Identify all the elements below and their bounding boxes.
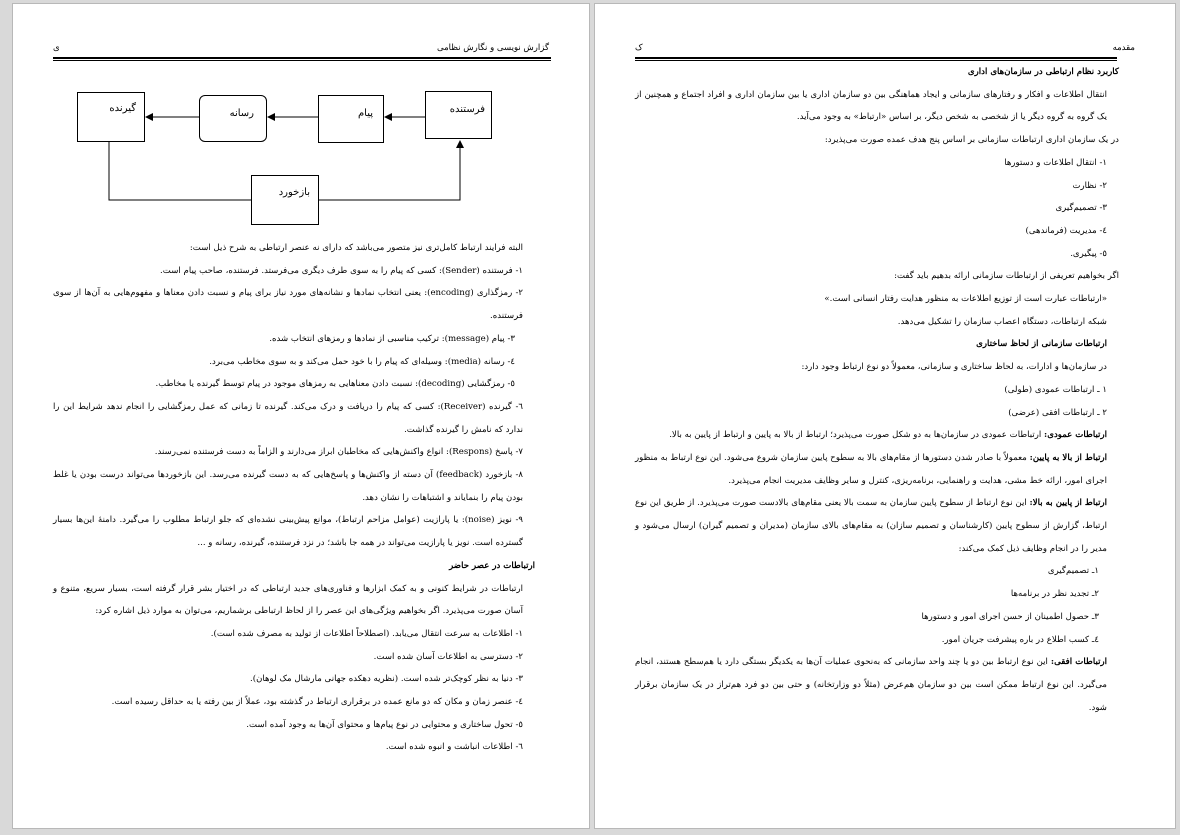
list-item: ٥- پیگیری. xyxy=(1070,248,1107,259)
list-item: ۲ ـ ارتباطات افقی (عرضی) xyxy=(1008,407,1107,418)
line-receiver-feedback xyxy=(109,141,251,200)
list-item: ۳- تصمیم‌گیری xyxy=(1055,203,1107,214)
paragraph: شبکه ارتباطات، دستگاه اعصاب سازمان را تشکیل می‌دهد. xyxy=(897,316,1107,327)
term: ارتباط از بالا به پایین: xyxy=(1029,452,1107,463)
list-item: ٤- رسانه (media): وسیله‌ای که پیام را با خود حمل می‌کند و به سوی مخاطب می‌برد. xyxy=(209,356,515,367)
paragraph xyxy=(635,424,1119,447)
list-item: ۱- انتقال اطلاعات و دستورها xyxy=(1004,157,1107,168)
arrow-feedback-sender xyxy=(317,141,460,200)
paragraph: انتقال اطلاعات و افکار و رفتارهای سازمانی و ایجاد هماهنگی بین دو سازمان اداری یا بین سازمان اداری و افراد اجتماع و همچنین از یک گروه به گروه دیگر یا از شخصی به شخص دیگر، بر اساس «ارتباط» به وجود می‌آید. xyxy=(635,89,1107,123)
feedback-label: بازخورد xyxy=(278,187,310,198)
page-header xyxy=(635,40,1135,58)
page-body xyxy=(53,237,535,759)
section-heading: کاربرد نظام ارتباطی در سازمان‌های اداری xyxy=(967,67,1119,77)
receiver-label: گیرنده xyxy=(109,103,136,114)
term: ارتباطات افقی: xyxy=(1050,657,1108,668)
receiver-box xyxy=(77,92,145,142)
list-item: ٦- گیرنده (Receiver): کسی که پیام را دریافت و درک می‌کند. گیرنده تا زمانی که عمل رمزگشایی را انجام ندهد شرایط این را ندارد که نامش را گیرنده گذاشت. xyxy=(53,401,523,435)
medium-label: رسانه xyxy=(229,108,254,119)
term-text: این نوع ارتباط از سطوح پایین سازمان به سمت بالا یعنی مقام‌های بالادست صورت می‌پذیرد. از طریق این نوع ارتباط، گزارش از سطوح پایین (کارشناسان و تصمیم سازان) به مقام‌های بالای سازمان (مدیران و تصمیم گیران) ارسال می‌شود و مدیر را در انجام وظایف ذیل کمک می‌کند: xyxy=(635,498,1107,554)
term-text: این نوع ارتباط بین دو یا چند واحد سازمانی که به‌نحوی عملیات آن‌ها به یکدیگر بستگی دارد یا هم‌سطح هستند، انجام می‌گیرد. این نوع ارتباط ممکن است بین دو سازمان هم‌عرض (مثلاً دو وزارتخانه) و حتی بین دو فرد هم‌تراز در یک سازمان برقرار شود. xyxy=(635,657,1107,713)
header-title: مقدمه xyxy=(1112,43,1135,53)
list-item: ۲- نظارت xyxy=(1072,180,1107,191)
page-body xyxy=(635,61,1119,719)
quote: «ارتباطات عبارت است از توزیع اطلاعات به منظور هدایت رفتار انسانی است.» xyxy=(824,294,1107,305)
sender-box xyxy=(425,91,492,139)
list-item: ۹- نویز (noise): یا پارازیت (عوامل مزاحم ارتباط)، موانع پیش‌بینی نشده‌ای که جلو ارتباط مطلوب را می‌گیرد. دامنهٔ این‌ها بسیار گسترده است. نویز یا پارازیت می‌تواند در همه جا باشد؛ در نزد فرستنده، گیرنده، رسانه و ... xyxy=(53,515,524,549)
term-text: معمولاً با صادر شدن دستورها از مقام‌های بالا به سطوح پایین سازمان شروع می‌شود. این نوع ارتباط به منظور اجرای امور، ارائه خط مشی، هدایت و راهنمایی، برنامه‌ریزی، کنترل و سایر وظایف مدیریت انجام می‌پذیرد. xyxy=(635,452,1107,486)
paragraph: اگر بخواهیم تعریفی از ارتباطات سازمانی ارائه بدهیم باید گفت: xyxy=(894,271,1119,282)
message-box xyxy=(318,95,384,143)
medium-box xyxy=(199,95,267,142)
list-item: ۳- پیام (message): ترکیب مناسبی از نمادها و رمزهای انتخاب شده. xyxy=(269,333,515,344)
list-item: ٦- اطلاعات انباشت و انبوه شده است. xyxy=(385,742,523,753)
list-item: ٤- مدیریت (فرماندهی) xyxy=(1025,225,1107,236)
list-item: ۲- رمزگذاری (encoding): یعنی انتخاب نمادها و نشانه‌های مورد نیاز برای پیام و نسبت دادن معناها و مفهوم‌هایی به آن‌ها از سوی فرستنده. xyxy=(53,288,523,322)
paragraph: در سازمان‌ها و ادارات، به لحاظ ساختاری و سازمانی، معمولاً دو نوع ارتباط وجود دارد: xyxy=(801,362,1107,373)
header-title: گزارش نویسی و نگارش نظامی xyxy=(437,43,549,53)
header-rule xyxy=(635,57,1117,59)
list-item: ۳ـ حصول اطمینان از حسن اجرای امور و دستورها xyxy=(921,611,1099,622)
list-item: ۱- اطلاعات به سرعت انتقال می‌یابد. (اصطلاحاً اطلاعات از تولید به مصرف شده است). xyxy=(210,628,523,639)
section-heading: ارتباطات در عصر حاضر xyxy=(449,560,535,571)
list-item: ٤- عنصر زمان و مکان که دو مانع عمده در برقراری ارتباط در گذشته بود، عملاً از بین رفته یا به حداقل رسیده است. xyxy=(111,697,523,708)
feedback-box xyxy=(251,175,319,225)
list-item: ۱ـ تصمیم‌گیری xyxy=(1047,566,1099,577)
list-item: ۷- پاسخ (Respons): انواع واکنش‌هایی که مخاطبان ابراز می‌دارند و الزاماً به دست فرستنده نمی‌رسند. xyxy=(154,447,523,458)
message-label: پیام xyxy=(357,108,373,119)
document-page-left xyxy=(12,3,590,829)
paragraph: ارتباطات در شرایط کنونی و به کمک ابزارها و فناوری‌های جدید ارتباطی که در اختیار بشر قرار گرفته است، بسیار سریع، متنوع و آسان صورت می‌پذیرد. اگر بخواهیم ویژگی‌های این عصر را از لحاظ ارتباطی برشماریم، می‌توان به موارد ذیل اشاره کرد: xyxy=(53,583,523,617)
term: ارتباط از پایین به بالا: xyxy=(1029,498,1107,509)
paragraph: در یک سازمان اداری ارتباطات سازمانی بر اساس پنج هدف عمده صورت می‌پذیرد: xyxy=(824,135,1119,146)
paragraph: البته فرایند ارتباط کامل‌تری نیز متصور می‌باشد که دارای نه عنصر ارتباطی به شرح ذیل است: xyxy=(189,243,523,253)
list-item: ٥- تحول ساختاری و محتوایی در نوع پیام‌ها و محتوای آن‌ها به وجود آمده است. xyxy=(246,719,523,730)
list-item: ۱ ـ ارتباطات عمودی (طولی) xyxy=(1004,384,1107,395)
list-item: ۸- بازخورد (feedback) آن دسته از واکنش‌ها و پاسخ‌هایی که به دست گیرنده می‌رسد. این بازخوردها می‌تواند درست بودن یا غلط بودن پیام را بنمایاند و اشتباهات را نشان دهد. xyxy=(53,470,524,503)
paragraph xyxy=(635,447,1119,492)
paragraph xyxy=(635,492,1119,560)
term: ارتباطات عمودی: xyxy=(1044,430,1107,441)
page-number: ک xyxy=(635,43,643,53)
document-page-right xyxy=(594,3,1176,829)
term-text: ارتباطات عمودی در سازمان‌ها به دو شکل صورت می‌پذیرد؛ ارتباط از بالا به پایین و ارتباط از پایین به بالا. xyxy=(669,430,1045,441)
page-number: ی xyxy=(53,43,60,53)
list-item: ٤ـ کسب اطلاع در باره پیشرفت جریان امور. xyxy=(941,634,1099,645)
list-item: ٥- رمزگشایی (decoding): نسبت دادن معناهایی به رمزهای موجود در پیام توسط گیرنده یا مخاطب. xyxy=(155,379,515,390)
list-item: ۳- دنیا به نظر کوچک‌تر شده است. (نظریه دهکده جهانی مارشال مک لوهان). xyxy=(250,674,523,685)
list-item: ۲ـ تجدید نظر در برنامه‌ها xyxy=(1010,589,1099,600)
list-item: ۲- دسترسی به اطلاعات آسان شده است. xyxy=(373,651,523,662)
list-item: ۱- فرستنده (Sender): کسی که پیام را به سوی طرف دیگری می‌فرستد. فرستنده، صاحب پیام است. xyxy=(160,265,523,276)
section-heading: ارتباطات سازمانی از لحاظ ساختاری xyxy=(976,339,1107,350)
paragraph xyxy=(635,651,1119,719)
sender-label: فرستنده xyxy=(449,104,485,115)
